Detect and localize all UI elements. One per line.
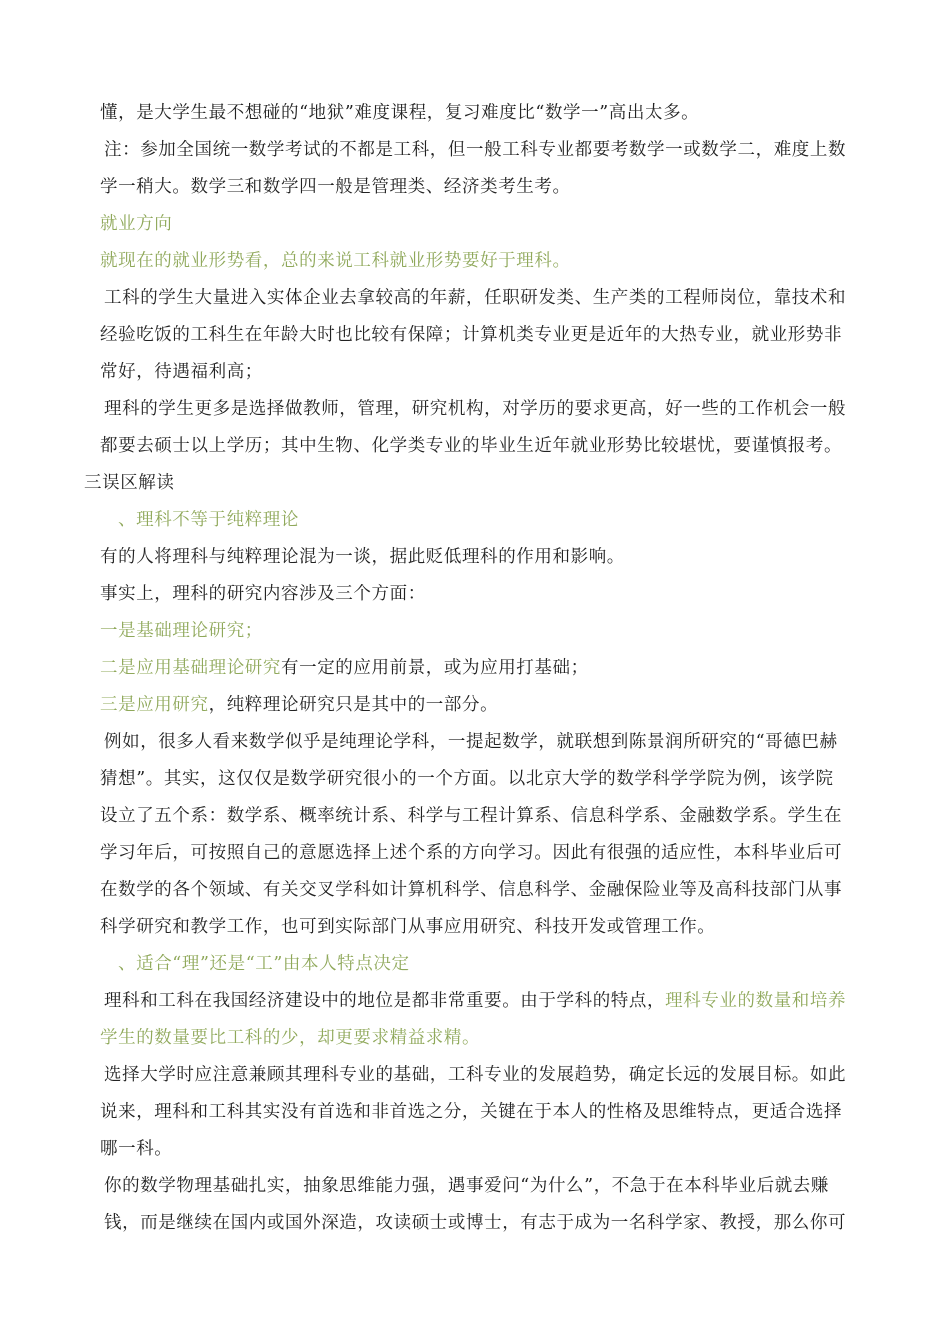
body-line: 工科的学生大量进入实体企业去拿较高的年薪，任职研发类、生产类的工程师岗位，靠技术和 (104, 288, 847, 308)
body-line: 科学研究和教学工作，也可到实际部门从事应用研究、科技开发或管理工作。 (100, 917, 716, 937)
body-line: 你的数学物理基础扎实，抽象思维能力强，遇事爱问“为什么”，不急于在本科毕业后就去赚 (104, 1176, 829, 1196)
body-line (104, 988, 846, 1014)
note-line: 学一稍大。数学三和数学四一般是管理类、经济类考生考。 (100, 177, 571, 197)
body-line: 懂，是大学生最不想碰的“地狱”难度课程，复习难度比“数学一”高出太多。 (100, 103, 700, 123)
body-line: 设立了五个系：数学系、概率统计系、科学与工程计算系、信息科学系、金融数学系。学生在 (100, 806, 843, 826)
section-heading-employment: 就业方向 (100, 214, 173, 234)
body-line: 理科的学生更多是选择做教师，管理，研究机构，对学历的要求更高，好一些的工作机会一般 (104, 399, 847, 419)
body-line: 有的人将理科与纯粹理论混为一谈，据此贬低理科的作用和影响。 (100, 547, 625, 567)
highlight-line: 学生的数量要比工科的少，却更要求精益求精。 (100, 1028, 481, 1048)
list-item-text: 有一定的应用前景，或为应用打基础； (281, 658, 589, 678)
highlight-line: 就现在的就业形势看，总的来说工科就业形势要好于理科。 (100, 251, 571, 271)
list-item (100, 655, 589, 681)
note-line: 注：参加全国统一数学考试的不都是工科，但一般工科专业都要考数学一或数学二，难度上数 (104, 140, 847, 160)
list-item-highlight: 二是应用基础理论研究 (100, 658, 281, 678)
body-line: 常好，待遇福利高； (100, 362, 263, 382)
body-line: 哪一科。 (100, 1139, 173, 1159)
body-line: 猜想”。其实，这仅仅是数学研究很小的一个方面。以北京大学的数学科学学院为例，该学院 (100, 769, 834, 789)
section-heading-misconceptions: 三误区解读 (84, 473, 175, 493)
body-line: 说来，理科和工科其实没有首选和非首选之分，关键在于本人的性格及思维特点，更适合选择 (100, 1102, 843, 1122)
body-line: 经验吃饭的工科生在年龄大时也比较有保障；计算机类专业更是近年的大热专业，就业形势非 (100, 325, 843, 345)
body-line: 选择大学时应注意兼顾其理科专业的基础，工科专业的发展趋势，确定长远的发展目标。如此 (104, 1065, 847, 1085)
list-item-text: ，纯粹理论研究只是其中的一部分。 (208, 695, 499, 715)
list-item (100, 692, 498, 718)
body-line: 在数学的各个领域、有关交叉学科如计算机科学、信息科学、金融保险业等及高科技部门从事 (100, 880, 843, 900)
highlight-text: 理科专业的数量和培养 (665, 991, 847, 1011)
body-line: 钱，而是继续在国内或国外深造，攻读硕士或博士，有志于成为一名科学家、教授，那么你可 (104, 1213, 847, 1233)
body-text: 理科和工科在我国经济建设中的地位是都非常重要。由于学科的特点， (104, 991, 666, 1011)
subheading: 、理科不等于纯粹理论 (118, 510, 299, 530)
body-line: 事实上，理科的研究内容涉及三个方面： (100, 584, 426, 604)
list-item: 一是基础理论研究； (100, 621, 263, 641)
list-item-highlight: 三是应用研究 (100, 695, 209, 715)
body-line: 都要去硕士以上学历；其中生物、化学类专业的毕业生近年就业形势比较堪忧，要谨慎报考。 (100, 436, 843, 456)
body-line: 例如，很多人看来数学似乎是纯理论学科，一提起数学，就联想到陈景润所研究的“哥德巴赫 (104, 732, 838, 752)
subheading: 、适合“理”还是“工”由本人特点决定 (118, 954, 410, 974)
body-line: 学习年后，可按照自己的意愿选择上述个系的方向学习。因此有很强的适应性，本科毕业后可 (100, 843, 843, 863)
